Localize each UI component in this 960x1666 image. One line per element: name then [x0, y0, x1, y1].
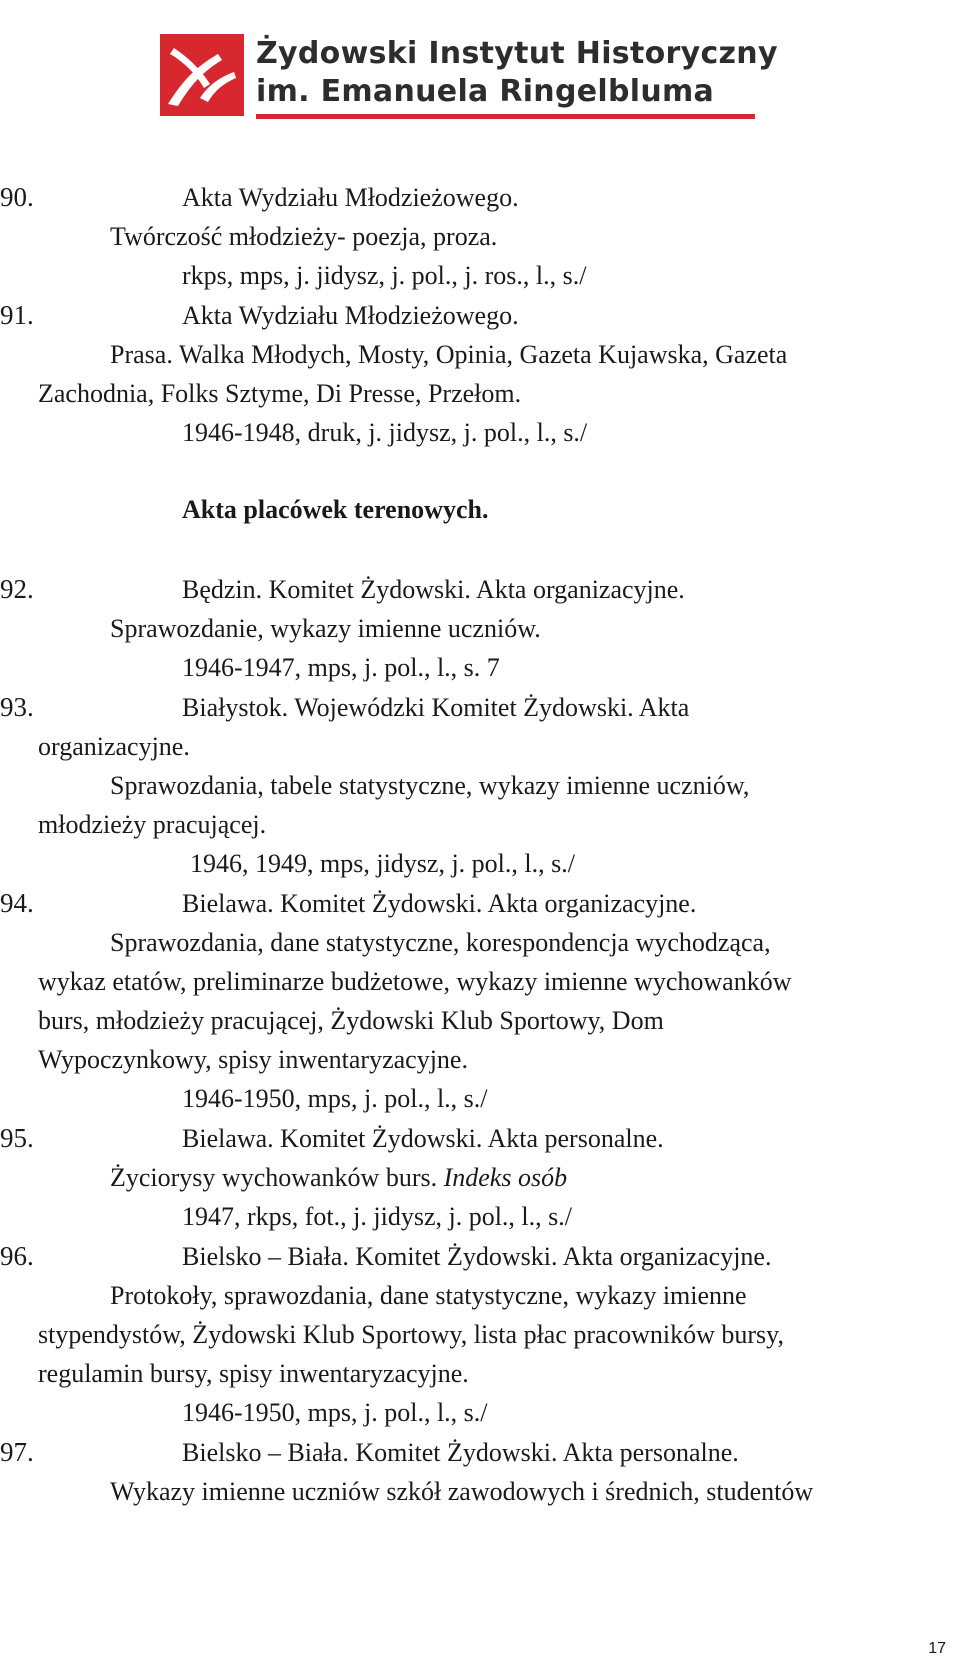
- page-number: 17: [928, 1640, 946, 1657]
- institute-name-line1: Żydowski Instytut Historyczny: [256, 36, 778, 71]
- entry-description: Sprawozdania, dane statystyczne, korespondencja wychodząca,: [110, 928, 771, 957]
- entry-number: 95.: [0, 1123, 34, 1153]
- entry-description: Sprawozdania, tabele statystyczne, wykazy imienne uczniów,: [110, 771, 750, 800]
- entry-number: 91.: [0, 300, 34, 330]
- entry-number: 92.: [0, 574, 34, 604]
- entry-details: 1946-1947, mps, j. pol., l., s. 7: [182, 653, 500, 682]
- entry-details: 1946-1950, mps, j. pol., l., s./: [182, 1084, 488, 1113]
- entry-description: Wykazy imienne uczniów szkół zawodowych i średnich, studentów: [110, 1477, 814, 1506]
- section-heading: Akta placówek terenowych.: [182, 495, 489, 524]
- entry-title: Akta Wydziału Młodzieżowego.: [182, 301, 519, 330]
- entry-number: 90.: [0, 182, 34, 212]
- entry-number: 94.: [0, 888, 34, 918]
- entry-description: Zachodnia, Folks Sztyme, Di Presse, Przełom.: [38, 379, 522, 408]
- entry-title: organizacyjne.: [38, 732, 190, 761]
- entry-details: 1947, rkps, fot., j. jidysz, j. pol., l., s./: [182, 1202, 572, 1231]
- index-note: Indeks osób: [443, 1163, 568, 1192]
- entry-title: Będzin. Komitet Żydowski. Akta organizacyjne.: [182, 575, 685, 604]
- entry-description: [110, 1163, 567, 1193]
- entry-description: wykaz etatów, preliminarze budżetowe, wykazy imienne wychowanków: [38, 967, 792, 996]
- entry-number: 93.: [0, 692, 34, 722]
- entry-title: Białystok. Wojewódzki Komitet Żydowski. Akta: [182, 693, 690, 722]
- entry-details: 1946, 1949, mps, jidysz, j. pol., l., s./: [190, 849, 575, 878]
- entry-description: Sprawozdanie, wykazy imienne uczniów.: [110, 614, 541, 643]
- institute-name-line2: im. Emanuela Ringelbluma: [256, 74, 715, 109]
- entry-description: Wypoczynkowy, spisy inwentaryzacyjne.: [38, 1045, 468, 1074]
- entry-title: Bielawa. Komitet Żydowski. Akta organizacyjne.: [182, 889, 697, 918]
- entry-description: stypendystów, Żydowski Klub Sportowy, lista płac pracowników bursy,: [38, 1320, 784, 1349]
- entry-details: rkps, mps, j. jidysz, j. pol., j. ros., l., s./: [182, 261, 587, 290]
- entry-title: Bielsko – Biała. Komitet Żydowski. Akta organizacyjne.: [182, 1242, 772, 1271]
- entry-description: młodzieży pracującej.: [38, 810, 267, 839]
- entry-description: regulamin bursy, spisy inwentaryzacyjne.: [38, 1359, 469, 1388]
- entry-description: Prasa. Walka Młodych, Mosty, Opinia, Gazeta Kujawska, Gazeta: [110, 340, 788, 369]
- entry-details: 1946-1948, druk, j. jidysz, j. pol., l., s./: [182, 418, 588, 447]
- entry-description-text: Życiorysy wychowanków burs.: [110, 1163, 444, 1192]
- entry-number: 96.: [0, 1241, 34, 1271]
- entry-title: Akta Wydziału Młodzieżowego.: [182, 183, 519, 212]
- entry-description: Protokoły, sprawozdania, dane statystyczne, wykazy imienne: [110, 1281, 747, 1310]
- entry-description: burs, młodzieży pracującej, Żydowski Klub Sportowy, Dom: [38, 1006, 664, 1035]
- entry-title: Bielsko – Biała. Komitet Żydowski. Akta personalne.: [182, 1438, 739, 1467]
- entry-details: 1946-1950, mps, j. pol., l., s./: [182, 1398, 488, 1427]
- entry-description: Twórczość młodzieży- poezja, proza.: [110, 222, 498, 251]
- entry-number: 97.: [0, 1437, 34, 1467]
- entry-title: Bielawa. Komitet Żydowski. Akta personalne.: [182, 1124, 664, 1153]
